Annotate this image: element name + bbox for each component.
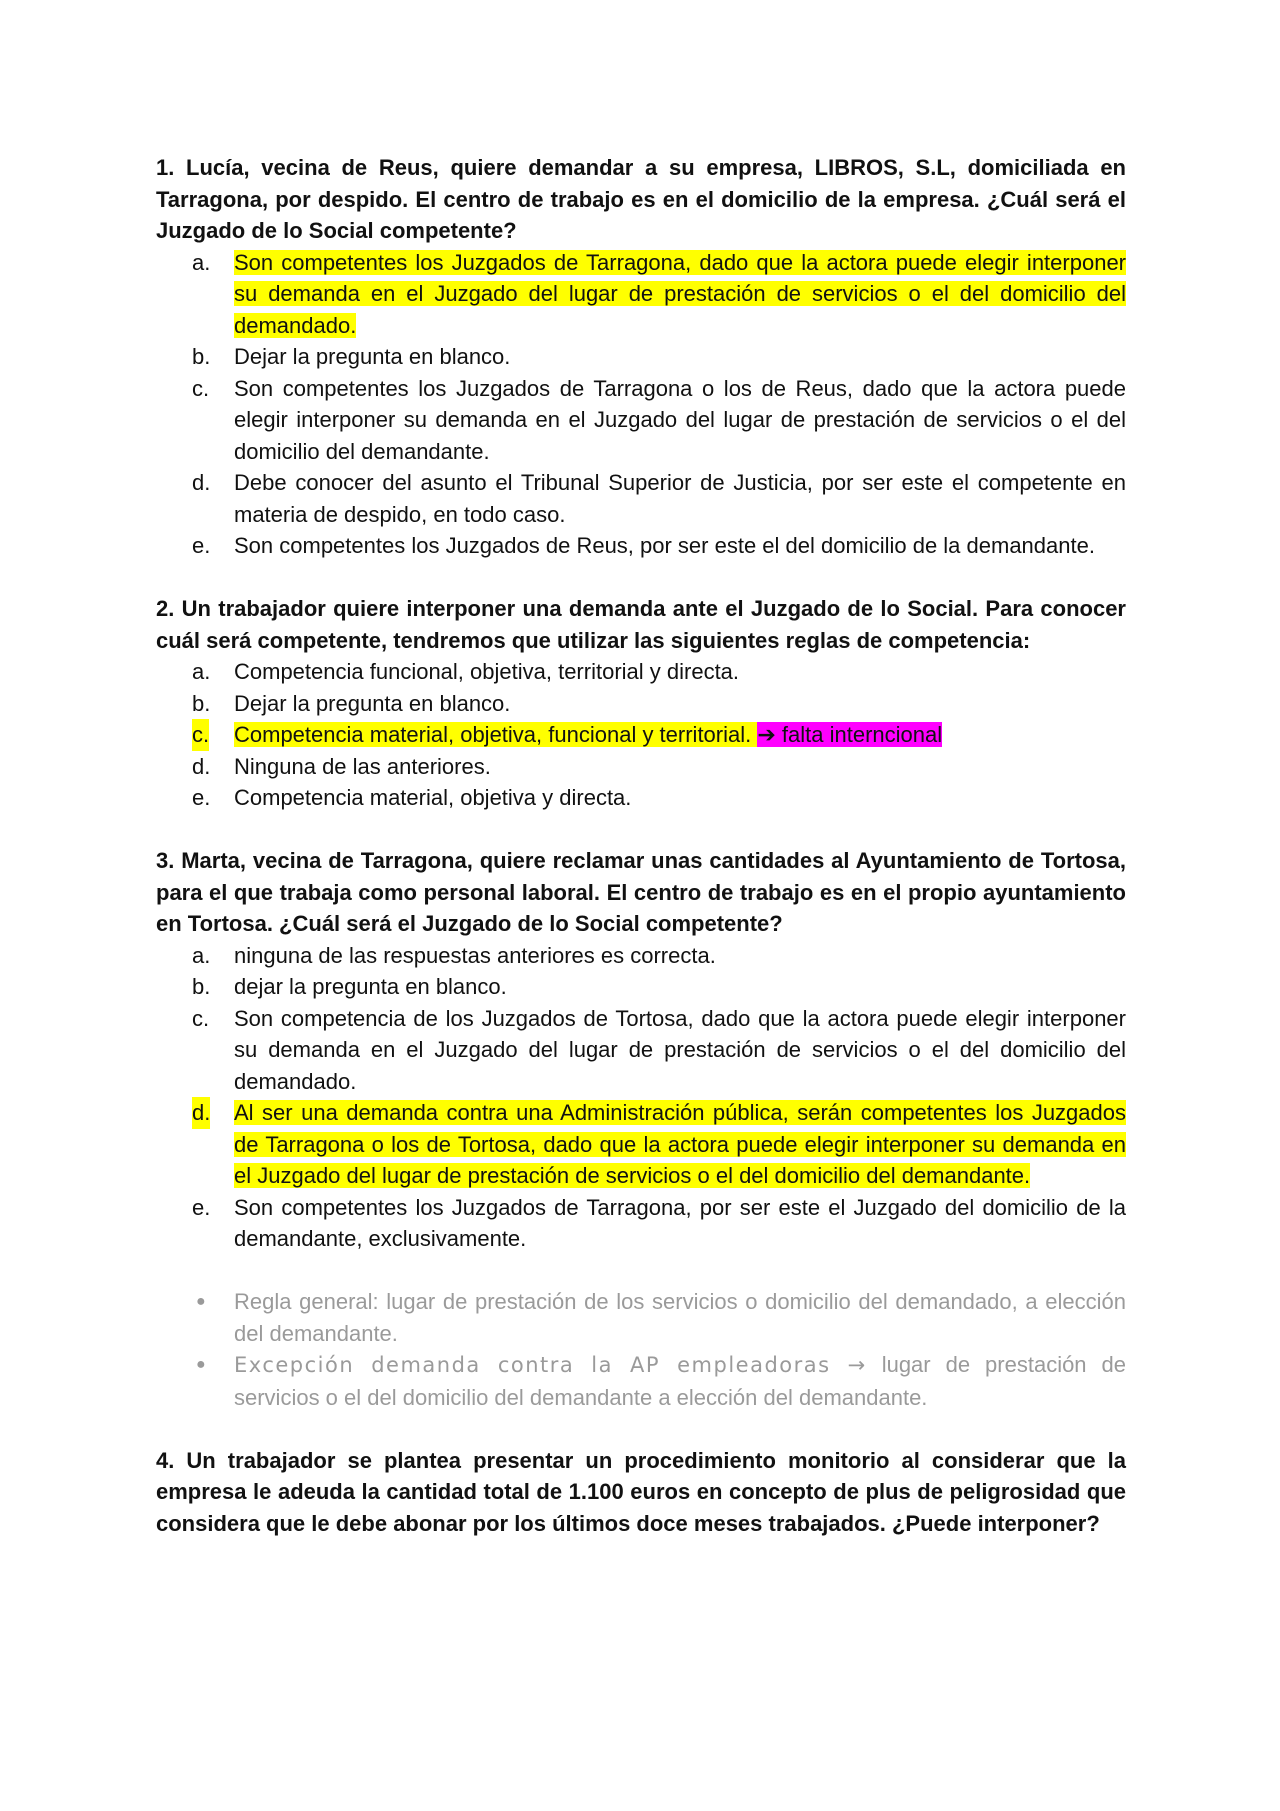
option-text: Dejar la pregunta en blanco. — [234, 344, 511, 369]
question-2-title: 2. Un trabajador quiere interponer una demanda ante el Juzgado de lo Social. Para conocer cuál será competente, tendremos que utilizar las siguientes reglas de competencia: — [156, 596, 1126, 653]
question-2-option-b — [156, 688, 1126, 720]
question-2-option-a — [156, 656, 1126, 688]
option-text: Son competentes los Juzgados de Tarragona o los de Reus, dado que la actora puede elegir interponer su demanda en el Juzgado del lugar de prestación de servicios o el del domicilio del demandante. — [234, 375, 1126, 464]
question-3-option-d — [156, 1097, 1126, 1192]
question-2 — [156, 593, 1126, 814]
question-3-options — [156, 940, 1126, 1255]
option-marker: b. — [192, 974, 211, 999]
question-1-option-c — [156, 373, 1126, 468]
option-marker: d. — [192, 1097, 210, 1129]
note-exception — [156, 1349, 1126, 1413]
question-4-title: 4. Un trabajador se plantea presentar un procedimiento monitorio al considerar que la empresa le adeuda la cantidad total de 1.100 euros en concepto de plus de peligrosidad que considera que le debe abonar por los últimos doce meses trabajados. ¿Puede interponer? — [156, 1447, 1126, 1536]
question-3-option-e — [156, 1192, 1126, 1255]
question-3-title: 3. Marta, vecina de Tarragona, quiere reclamar unas cantidades al Ayuntamiento de Tortosa, para el que trabaja como personal laboral. El centro de trabajo es en el propio ayuntamiento en Tortosa. ¿Cuál será el Juzgado de lo Social competente? — [156, 848, 1126, 936]
question-2-option-d — [156, 751, 1126, 783]
question-3-option-a — [156, 940, 1126, 972]
bullet-icon: ● — [196, 1293, 206, 1310]
question-3 — [156, 845, 1126, 1413]
question-1-option-a — [156, 247, 1126, 342]
option-text: dejar la pregunta en blanco. — [234, 974, 507, 999]
question-3-option-c — [156, 1003, 1126, 1098]
question-4 — [156, 1445, 1126, 1540]
question-1 — [156, 152, 1126, 562]
annotation-note: ➔ falta interncional — [757, 722, 943, 747]
option-text: Competencia funcional, objetiva, territorial y directa. — [234, 659, 740, 684]
option-marker: e. — [192, 1194, 211, 1220]
question-2-option-c — [156, 719, 1126, 751]
question-1-title: 1. Lucía, vecina de Reus, quiere demandar a su empresa, LIBROS, S.L, domiciliada en Tarragona, por despido. El centro de trabajo es en el domicilio de la empresa. ¿Cuál será el Juzgado de lo Social competente? — [156, 155, 1126, 243]
option-text: Competencia material, objetiva y directa. — [234, 785, 632, 810]
option-text-highlighted: Son competentes los Juzgados de Tarragona, dado que la actora puede elegir interponer su demanda en el Juzgado del lugar de prestación de servicios o el del domicilio del demandado. — [234, 249, 1126, 338]
note-text: Regla general: lugar de prestación de los servicios o domicilio del demandado, a elección del demandante. — [234, 1289, 1126, 1346]
note-text: lugar de prestación de servicios o el del domicilio del demandante a elección del demandante. — [234, 1352, 1126, 1410]
option-marker: c. — [192, 1005, 210, 1031]
option-text: Dejar la pregunta en blanco. — [234, 690, 511, 716]
option-text: Son competentes los Juzgados de Tarragona, por ser este el Juzgado del domicilio de la demandante, exclusivamente. — [234, 1194, 1126, 1251]
option-text-highlighted: Al ser una demanda contra una Administración pública, serán competentes los Juzgados de Tarragona o los de Tortosa, dado que la actora puede elegir interponer su demanda en el Juzgado del lugar de prestación de servicios o el del domicilio del demandante. — [234, 1100, 1126, 1188]
question-1-option-b — [156, 341, 1126, 373]
option-text: Ninguna de las anteriores. — [234, 753, 491, 779]
option-text: Debe conocer del asunto el Tribunal Superior de Justicia, por ser este el competente en materia de despido, en todo caso. — [234, 470, 1126, 527]
option-marker: d. — [192, 470, 211, 495]
option-marker: e. — [192, 533, 211, 558]
question-1-option-e — [156, 530, 1126, 562]
option-marker: c. — [192, 375, 210, 401]
question-2-option-e — [156, 782, 1126, 814]
question-3-notes — [156, 1286, 1126, 1413]
option-marker: b. — [192, 344, 211, 369]
option-marker: a. — [192, 942, 211, 968]
question-2-options — [156, 656, 1126, 814]
option-marker: a. — [192, 249, 211, 275]
question-3-option-b — [156, 971, 1126, 1003]
option-text-highlighted: Competencia material, objetiva, funcional y territorial. — [234, 722, 752, 747]
question-1-option-d — [156, 467, 1126, 530]
question-1-options — [156, 247, 1126, 562]
option-text: Son competentes los Juzgados de Reus, por ser este el del domicilio de la demandante. — [234, 533, 1095, 558]
option-marker: c. — [192, 719, 209, 751]
option-marker: b. — [192, 690, 211, 716]
option-marker: d. — [192, 753, 211, 779]
bullet-icon: ● — [196, 1356, 206, 1373]
note-general-rule — [156, 1286, 1126, 1349]
option-marker: e. — [192, 785, 211, 810]
option-text: Son competencia de los Juzgados de Tortosa, dado que la actora puede elegir interponer su demanda en el Juzgado del lugar de prestación de servicios o el del domicilio del demandado. — [234, 1005, 1126, 1094]
option-text: ninguna de las respuestas anteriores es correcta. — [234, 942, 716, 968]
document-page — [156, 152, 1126, 1571]
note-lead: Excepción demanda contra la AP empleadoras → — [234, 1353, 867, 1377]
option-marker: a. — [192, 659, 211, 684]
